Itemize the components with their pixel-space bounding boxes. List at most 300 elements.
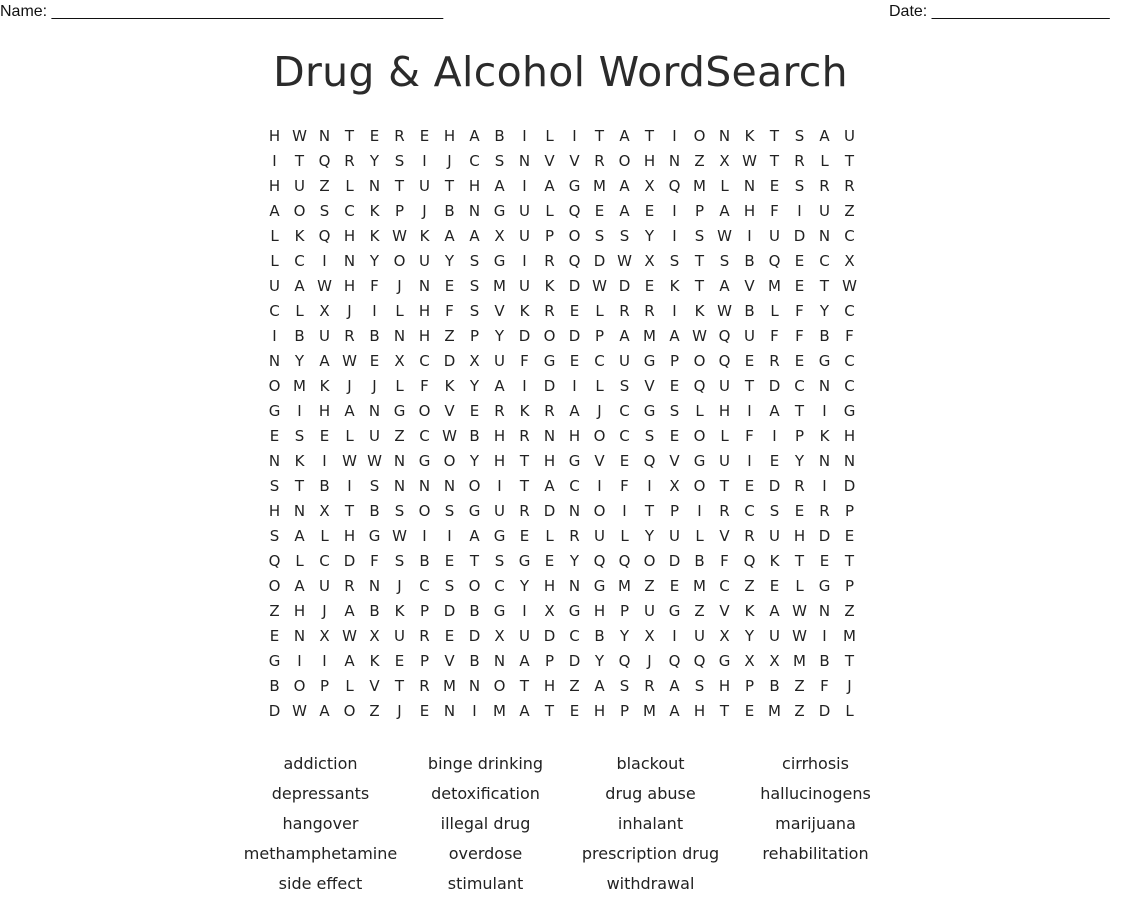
grid-letter: R — [844, 177, 855, 195]
grid-letter: I — [347, 477, 352, 495]
grid-letter: L — [595, 302, 604, 320]
word-bank-item: rehabilitation — [762, 844, 869, 863]
grid-letter: J — [647, 652, 652, 670]
grid-letter: D — [543, 502, 556, 520]
grid-letter: G — [843, 402, 856, 420]
grid-letter: M — [293, 377, 306, 395]
grid-letter: H — [468, 177, 481, 195]
grid-letter: Q — [318, 152, 331, 170]
grid-letter: T — [344, 502, 355, 520]
grid-letter: C — [419, 577, 430, 595]
grid-letter: I — [572, 127, 577, 145]
word-bank-row — [238, 871, 898, 901]
grid-letter: F — [420, 377, 429, 395]
grid-letter: I — [297, 652, 302, 670]
word-bank-item: prescription drug — [581, 844, 720, 863]
grid-letter: A — [519, 702, 530, 720]
grid-letter: K — [694, 302, 705, 320]
grid-letter: A — [619, 177, 630, 195]
grid-row — [262, 399, 862, 424]
grid-letter: R — [344, 327, 355, 345]
grid-letter: V — [719, 602, 730, 620]
grid-letter: G — [418, 452, 431, 470]
grid-letter: F — [820, 677, 829, 695]
word-bank-item: withdrawal — [606, 874, 695, 893]
grid-letter: L — [820, 152, 829, 170]
grid-letter: S — [269, 527, 280, 545]
grid-letter: H — [593, 702, 606, 720]
grid-letter: U — [669, 527, 680, 545]
grid-letter: D — [768, 477, 781, 495]
grid-letter: G — [568, 602, 581, 620]
grid-letter: P — [619, 602, 630, 620]
grid-letter: V — [719, 527, 730, 545]
grid-letter: I — [772, 427, 777, 445]
word-bank-item: cirrhosis — [782, 754, 849, 773]
grid-letter: Q — [718, 352, 731, 370]
grid-letter: U — [769, 527, 780, 545]
grid-letter: E — [619, 452, 630, 470]
grid-letter: B — [744, 302, 755, 320]
grid-letter: K — [369, 227, 380, 245]
grid-letter: J — [847, 677, 852, 695]
grid-letter: F — [720, 552, 729, 570]
grid-letter: F — [795, 327, 804, 345]
grid-letter: Z — [794, 677, 805, 695]
grid-letter: D — [443, 602, 456, 620]
grid-letter: A — [544, 177, 555, 195]
grid-letter: Y — [644, 527, 655, 545]
grid-letter: B — [444, 202, 455, 220]
grid-letter: P — [544, 652, 555, 670]
grid-letter: Y — [369, 152, 380, 170]
grid-letter: A — [294, 527, 305, 545]
grid-letter: O — [268, 577, 281, 595]
grid-letter: H — [343, 527, 356, 545]
grid-letter: N — [343, 252, 356, 270]
grid-letter: X — [494, 227, 505, 245]
grid-letter: P — [794, 427, 805, 445]
grid-letter: U — [519, 277, 530, 295]
grid-row — [262, 374, 862, 399]
grid-letter: T — [519, 477, 530, 495]
grid-letter: I — [447, 527, 452, 545]
word-bank-item: methamphetamine — [243, 844, 398, 863]
grid-letter: S — [469, 277, 480, 295]
grid-letter: I — [322, 452, 327, 470]
grid-letter: B — [469, 652, 480, 670]
grid-letter: F — [370, 552, 379, 570]
grid-letter: E — [794, 277, 805, 295]
grid-letter: X — [394, 352, 405, 370]
word-bank — [238, 751, 898, 901]
grid-letter: L — [545, 202, 554, 220]
grid-letter: X — [544, 602, 555, 620]
grid-letter: E — [544, 552, 555, 570]
grid-row — [262, 674, 862, 699]
grid-letter: Y — [619, 627, 630, 645]
grid-letter: C — [619, 427, 630, 445]
grid-letter: R — [494, 402, 505, 420]
grid-letter: R — [644, 677, 655, 695]
grid-letter: A — [569, 402, 580, 420]
grid-letter: N — [818, 452, 831, 470]
word-bank-item: drug abuse — [605, 784, 696, 803]
grid-letter: E — [419, 702, 430, 720]
grid-letter: E — [269, 627, 280, 645]
grid-letter: Q — [693, 377, 706, 395]
grid-letter: B — [744, 252, 755, 270]
grid-letter: Q — [618, 652, 631, 670]
grid-letter: W — [692, 327, 707, 345]
grid-letter: O — [343, 702, 356, 720]
grid-letter: G — [818, 352, 831, 370]
grid-letter: A — [344, 652, 355, 670]
grid-letter: T — [644, 127, 655, 145]
grid-letter: C — [469, 152, 480, 170]
grid-letter: G — [493, 527, 506, 545]
grid-row — [262, 649, 862, 674]
grid-letter: Y — [819, 302, 830, 320]
grid-letter: L — [395, 377, 404, 395]
grid-letter: N — [368, 577, 381, 595]
grid-letter: N — [368, 402, 381, 420]
grid-letter: T — [744, 377, 755, 395]
grid-letter: G — [543, 352, 556, 370]
grid-letter: R — [419, 627, 430, 645]
name-field-label: Name: ____________________________________________ — [0, 3, 444, 20]
grid-letter: N — [818, 602, 831, 620]
grid-letter: S — [619, 227, 630, 245]
grid-letter: O — [293, 202, 306, 220]
grid-letter: I — [497, 477, 502, 495]
grid-row — [262, 299, 862, 324]
grid-letter: T — [519, 677, 530, 695]
grid-letter: H — [293, 602, 306, 620]
grid-letter: G — [668, 602, 681, 620]
grid-letter: A — [294, 577, 305, 595]
grid-letter: I — [697, 502, 702, 520]
grid-row — [262, 474, 862, 499]
grid-letter: S — [794, 127, 805, 145]
grid-letter: D — [568, 327, 581, 345]
grid-letter: C — [419, 427, 430, 445]
grid-letter: D — [268, 702, 281, 720]
grid-letter: R — [344, 152, 355, 170]
grid-letter: U — [419, 252, 430, 270]
grid-letter: I — [422, 152, 427, 170]
grid-letter: Z — [444, 327, 455, 345]
grid-letter: H — [568, 427, 581, 445]
grid-letter: O — [693, 127, 706, 145]
grid-letter: D — [818, 702, 831, 720]
grid-letter: C — [844, 302, 855, 320]
grid-letter: V — [544, 152, 555, 170]
grid-letter: Q — [268, 552, 281, 570]
grid-letter: C — [844, 227, 855, 245]
grid-letter: I — [522, 252, 527, 270]
grid-letter: N — [443, 477, 456, 495]
grid-letter: X — [719, 152, 730, 170]
grid-letter: S — [469, 302, 480, 320]
grid-letter: Z — [694, 152, 705, 170]
grid-letter: F — [370, 277, 379, 295]
grid-letter: Q — [668, 177, 681, 195]
grid-letter: T — [794, 402, 805, 420]
grid-letter: I — [672, 302, 677, 320]
grid-letter: E — [844, 527, 855, 545]
grid-letter: J — [597, 402, 602, 420]
grid-letter: Q — [768, 252, 781, 270]
grid-letter: A — [594, 677, 605, 695]
grid-letter: W — [842, 277, 857, 295]
grid-letter: X — [319, 627, 330, 645]
grid-letter: A — [269, 202, 280, 220]
grid-letter: P — [469, 327, 480, 345]
grid-letter: R — [794, 152, 805, 170]
grid-letter: I — [322, 252, 327, 270]
grid-letter: T — [844, 152, 855, 170]
grid-letter: G — [468, 502, 481, 520]
grid-letter: N — [743, 177, 756, 195]
grid-letter: G — [643, 352, 656, 370]
grid-letter: L — [345, 677, 354, 695]
grid-letter: J — [397, 277, 402, 295]
grid-letter: L — [770, 302, 779, 320]
grid-letter: H — [718, 677, 731, 695]
grid-letter: T — [394, 677, 405, 695]
grid-letter: N — [818, 377, 831, 395]
grid-letter: M — [768, 277, 781, 295]
grid-letter: U — [419, 177, 430, 195]
grid-letter: B — [469, 602, 480, 620]
grid-letter: G — [818, 577, 831, 595]
grid-letter: X — [319, 302, 330, 320]
grid-letter: O — [418, 402, 431, 420]
grid-letter: X — [319, 502, 330, 520]
grid-letter: K — [744, 127, 755, 145]
grid-letter: J — [372, 377, 377, 395]
grid-letter: N — [818, 227, 831, 245]
grid-letter: X — [719, 627, 730, 645]
grid-letter: C — [294, 252, 305, 270]
grid-letter: F — [620, 477, 629, 495]
grid-row — [262, 124, 862, 149]
grid-letter: H — [718, 402, 731, 420]
grid-letter: H — [343, 227, 356, 245]
grid-letter: I — [372, 302, 377, 320]
grid-letter: S — [669, 402, 680, 420]
grid-letter: S — [269, 477, 280, 495]
grid-letter: S — [394, 552, 405, 570]
grid-row — [262, 524, 862, 549]
grid-letter: U — [494, 352, 505, 370]
grid-letter: P — [419, 602, 430, 620]
grid-letter: H — [493, 427, 506, 445]
grid-letter: W — [792, 627, 807, 645]
grid-letter: X — [669, 477, 680, 495]
grid-letter: R — [519, 502, 530, 520]
grid-letter: Y — [369, 252, 380, 270]
grid-letter: R — [544, 402, 555, 420]
grid-letter: K — [369, 652, 380, 670]
grid-letter: K — [294, 227, 305, 245]
grid-letter: R — [769, 352, 780, 370]
grid-letter: E — [769, 452, 780, 470]
grid-letter: G — [393, 402, 406, 420]
grid-letter: R — [719, 502, 730, 520]
grid-letter: W — [317, 277, 332, 295]
grid-letter: I — [747, 227, 752, 245]
grid-letter: M — [618, 577, 631, 595]
grid-letter: E — [519, 527, 530, 545]
grid-letter: I — [522, 127, 527, 145]
grid-letter: U — [519, 202, 530, 220]
grid-letter: I — [472, 702, 477, 720]
grid-letter: L — [595, 377, 604, 395]
grid-row — [262, 324, 862, 349]
grid-letter: N — [268, 352, 281, 370]
grid-letter: H — [418, 302, 431, 320]
word-bank-row — [238, 781, 898, 811]
grid-letter: E — [819, 552, 830, 570]
grid-letter: K — [769, 552, 780, 570]
grid-row — [262, 199, 862, 224]
grid-letter: B — [694, 552, 705, 570]
grid-letter: M — [693, 577, 706, 595]
grid-row — [262, 249, 862, 274]
word-bank-item: stimulant — [447, 874, 524, 893]
grid-letter: U — [769, 227, 780, 245]
grid-letter: U — [394, 627, 405, 645]
grid-letter: B — [769, 677, 780, 695]
grid-letter: H — [418, 327, 431, 345]
grid-letter: H — [318, 402, 331, 420]
grid-letter: Z — [744, 577, 755, 595]
grid-letter: B — [369, 602, 380, 620]
grid-letter: T — [844, 552, 855, 570]
grid-letter: T — [769, 127, 780, 145]
grid-letter: O — [443, 452, 456, 470]
grid-letter: F — [770, 327, 779, 345]
grid-letter: P — [394, 202, 405, 220]
grid-letter: E — [369, 127, 380, 145]
grid-letter: W — [392, 527, 407, 545]
grid-letter: L — [345, 427, 354, 445]
grid-letter: T — [719, 702, 730, 720]
grid-letter: W — [342, 627, 357, 645]
grid-letter: Q — [568, 202, 581, 220]
grid-letter: G — [268, 402, 281, 420]
grid-letter: R — [569, 527, 580, 545]
grid-letter: D — [618, 277, 631, 295]
grid-letter: P — [619, 702, 630, 720]
grid-letter: T — [544, 702, 555, 720]
grid-letter: S — [444, 502, 455, 520]
grid-letter: D — [668, 552, 681, 570]
grid-letter: A — [619, 127, 630, 145]
grid-letter: F — [770, 202, 779, 220]
grid-letter: A — [494, 377, 505, 395]
grid-letter: Y — [494, 327, 505, 345]
grid-letter: V — [369, 677, 380, 695]
grid-letter: C — [619, 402, 630, 420]
grid-letter: U — [644, 602, 655, 620]
grid-letter: Y — [644, 227, 655, 245]
grid-letter: I — [672, 202, 677, 220]
grid-letter: E — [269, 427, 280, 445]
grid-letter: J — [422, 202, 427, 220]
grid-letter: R — [794, 477, 805, 495]
grid-letter: R — [644, 302, 655, 320]
grid-letter: R — [819, 177, 830, 195]
grid-row — [262, 499, 862, 524]
grid-letter: W — [717, 227, 732, 245]
grid-letter: T — [844, 652, 855, 670]
grid-letter: H — [493, 452, 506, 470]
grid-letter: E — [669, 427, 680, 445]
grid-letter: K — [444, 377, 455, 395]
grid-row — [262, 224, 862, 249]
grid-letter: A — [469, 527, 480, 545]
grid-letter: Q — [743, 552, 756, 570]
grid-letter: L — [295, 552, 304, 570]
grid-letter: Y — [469, 377, 480, 395]
grid-letter: N — [568, 577, 581, 595]
grid-letter: Y — [444, 252, 455, 270]
grid-letter: S — [619, 677, 630, 695]
grid-letter: S — [494, 152, 505, 170]
grid-row — [262, 574, 862, 599]
grid-letter: X — [744, 652, 755, 670]
grid-letter: I — [272, 152, 277, 170]
grid-letter: S — [769, 502, 780, 520]
grid-letter: C — [744, 502, 755, 520]
grid-letter: L — [545, 527, 554, 545]
grid-letter: A — [344, 402, 355, 420]
grid-letter: Z — [269, 602, 280, 620]
grid-letter: T — [594, 127, 605, 145]
grid-letter: T — [644, 502, 655, 520]
grid-letter: D — [443, 352, 456, 370]
grid-letter: I — [797, 202, 802, 220]
grid-letter: O — [468, 577, 481, 595]
grid-letter: T — [394, 177, 405, 195]
grid-letter: X — [844, 252, 855, 270]
grid-letter: I — [672, 227, 677, 245]
grid-letter: A — [469, 127, 480, 145]
grid-letter: L — [270, 252, 279, 270]
grid-letter: V — [669, 452, 680, 470]
grid-letter: A — [769, 402, 780, 420]
grid-letter: U — [519, 227, 530, 245]
grid-letter: R — [394, 127, 405, 145]
grid-letter: W — [292, 127, 307, 145]
grid-letter: O — [418, 502, 431, 520]
grid-letter: C — [844, 352, 855, 370]
grid-letter: N — [418, 277, 431, 295]
grid-letter: G — [493, 252, 506, 270]
word-bank-item: hangover — [282, 814, 359, 833]
grid-letter: H — [693, 702, 706, 720]
grid-letter: N — [718, 127, 731, 145]
grid-letter: S — [694, 677, 705, 695]
grid-letter: I — [647, 477, 652, 495]
grid-letter: E — [794, 502, 805, 520]
grid-letter: J — [397, 577, 402, 595]
grid-letter: H — [543, 677, 556, 695]
grid-letter: W — [292, 702, 307, 720]
